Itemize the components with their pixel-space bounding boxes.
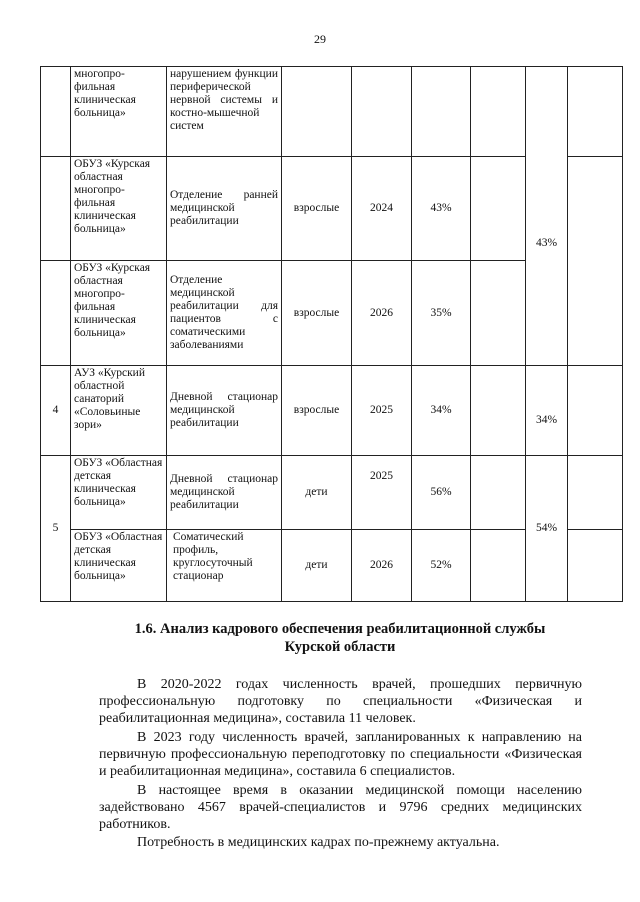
empty-cell <box>471 67 526 157</box>
row-number-cell: 4 <box>41 366 71 456</box>
row-number-cell <box>41 157 71 261</box>
row-number-cell <box>41 261 71 366</box>
table-row <box>41 366 623 456</box>
empty-cell <box>471 157 526 261</box>
empty-cell <box>568 530 623 602</box>
table-row <box>41 456 623 530</box>
department-cell: Дневной стационар медицинской реабилитации <box>167 456 282 530</box>
empty-cell <box>471 456 526 530</box>
empty-cell <box>568 366 623 456</box>
organization-cell: АУЗ «Курский областной санаторий «Соловьиные зори» <box>71 366 167 456</box>
empty-cell <box>568 157 623 366</box>
paragraph: В 2020-2022 годах численность врачей, прошедших первичную профессиональную подготовку по специальности «Физическая и реабилитационная медицина», составила 11 человек. <box>99 677 582 726</box>
row-number-cell: 5 <box>41 456 71 602</box>
department-cell: Отделение ранней медицинской реабилитации <box>167 157 282 261</box>
row-number-cell <box>41 67 71 157</box>
age-group-cell: дети <box>282 530 352 602</box>
department-cell: нарушением функции периферической нервной системы и костно-мышечной систем <box>167 67 282 157</box>
year-cell: 2026 <box>352 261 412 366</box>
empty-cell <box>471 366 526 456</box>
year-cell: 2025 <box>352 456 412 530</box>
age-group-cell: взрослые <box>282 366 352 456</box>
year-cell: 2026 <box>352 530 412 602</box>
age-group-cell: взрослые <box>282 157 352 261</box>
department-cell: Соматический профиль, круглосуточный стационар <box>167 530 282 602</box>
percent-cell <box>412 67 471 157</box>
percent-cell: 35% <box>412 261 471 366</box>
percent-cell: 34% <box>412 366 471 456</box>
group-total-cell: 34% <box>526 366 568 456</box>
year-cell: 2025 <box>352 366 412 456</box>
year-cell <box>352 67 412 157</box>
percent-cell: 56% <box>412 456 471 530</box>
empty-cell <box>568 67 623 157</box>
department-cell: Дневной стационар медицинской реабилитации <box>167 366 282 456</box>
group-total-cell: 54% <box>526 456 568 602</box>
section-title-line: 1.6. Анализ кадрового обеспечения реабилитационной службы <box>134 621 546 637</box>
organization-cell: ОБУЗ «Курская областная многопро-фильная клиническая больница» <box>71 261 167 366</box>
age-group-cell: дети <box>282 456 352 530</box>
department-cell: Отделение медицинской реабилитации для пациентов с соматическими заболеваниями <box>167 261 282 366</box>
age-group-cell <box>282 67 352 157</box>
year-cell: 2024 <box>352 157 412 261</box>
rehab-facilities-table <box>40 66 623 602</box>
paragraph: В 2023 году численность врачей, запланированных к направлению на первичную профессиональную переподготовку по специальности «Физическая и реабилитационная медицина», составила 6 специалистов. <box>99 730 582 779</box>
group-total-cell: 43% <box>526 67 568 366</box>
section-title <box>60 620 620 656</box>
table-row <box>41 67 623 157</box>
empty-cell <box>471 261 526 366</box>
age-group-cell: взрослые <box>282 261 352 366</box>
page-number: 29 <box>314 32 326 46</box>
organization-cell: ОБУЗ «Курская областная многопро-фильная клиническая больница» <box>71 157 167 261</box>
section-title-line: Курской области <box>284 639 396 655</box>
percent-cell: 43% <box>412 157 471 261</box>
organization-cell: ОБУЗ «Областная детская клиническая больница» <box>71 530 167 602</box>
percent-cell: 52% <box>412 530 471 602</box>
organization-cell: многопро-фильная клиническая больница» <box>71 67 167 157</box>
paragraph: В настоящее время в оказании медицинской помощи населению задействовано 4567 врачей-специалистов и 9796 средних медицинских работников. <box>99 783 582 832</box>
empty-cell <box>471 530 526 602</box>
organization-cell: ОБУЗ «Областная детская клиническая больница» <box>71 456 167 530</box>
empty-cell <box>568 456 623 530</box>
paragraph: Потребность в медицинских кадрах по-прежнему актуальна. <box>137 835 500 850</box>
